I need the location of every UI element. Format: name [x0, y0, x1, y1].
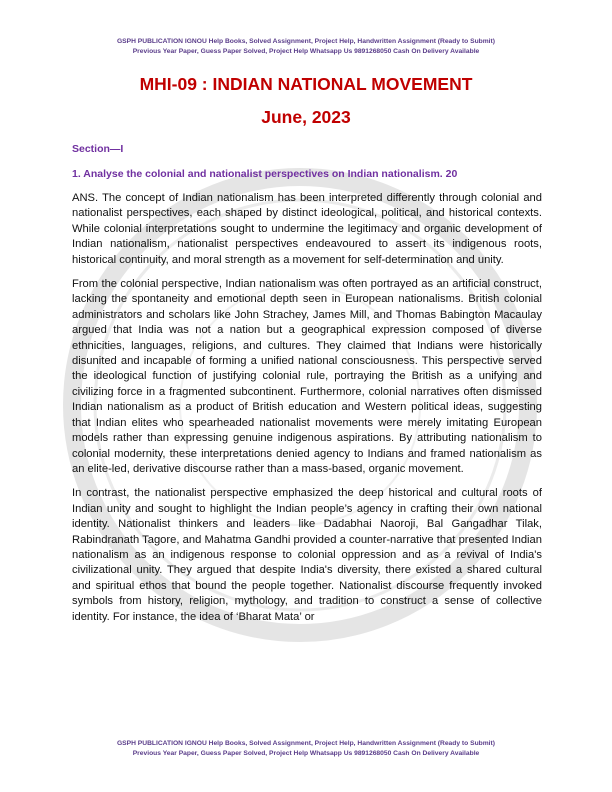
paragraph-1: ANS. The concept of Indian nationalism has been interpreted differently through colonial and nationalist perspectives, each shaped by distinct ideological, political, and historical contexts. While colonial interpretations sought to undermine the legitimacy and organic development of Indian nationalism, nationalist perspectives endeavoured to assert its indigenous roots, historical continuity, and moral strength as a movement for self-determination and unity. [72, 192, 542, 266]
header-line-2: Previous Year Paper, Guess Paper Solved, Project Help Whatsapp Us 9891268050 Cash On Delivery Available [132, 48, 480, 55]
answer-body [72, 191, 542, 634]
paragraph-3: In contrast, the nationalist perspective emphasized the deep historical and cultural roots of Indian unity and sought to highlight the Indian people’s agency in crafting their own national identity. Nationalist thinkers and leaders like Dadabhai Naoroji, Bal Gangadhar Tilak, Rabindranath Tagore, and Mahatma Gandhi provided a counter-narrative that presented Indian nationalism as an indigenous response to colonial oppression and as a revival of India's civilizational unity. They argued that despite India's diversity, there existed a shared cultural and spiritual ethos that bound the people together. Nationalist discourse frequently invoked symbols from history, religion, mythology, and tradition to construct a sense of collective identity. For instance, the idea of ‘Bharat Mata’ or [72, 487, 542, 623]
paragraph-2: From the colonial perspective, Indian nationalism was often portrayed as an artificial construct, lacking the spontaneity and emotional depth seen in European nationalisms. British colonial administrators and scholars like John Strachey, James Mill, and Thomas Babington Macaulay argued that India was not a nation but a geographical expression composed of diverse ethnicities, languages, religions, and cultures. They claimed that Indians were historically disunited and incapable of forming a unified national consciousness. This perspective served the ideological function of justifying colonial rule, portraying the British as a unifying and civilizing force in a fragmented subcontinent. Furthermore, colonial narratives often dismissed Indian nationalism as a product of British education and Western political ideas, suggesting that Indian elites who spearheaded nationalist movements were merely imitating European models rather than expressing genuine indigenous aspirations. By attributing nationalism to colonial modernity, these interpretations denied agency to Indians and framed nationalism as an elite-led, derivative discourse rather than a mass-based, organic movement. [72, 278, 542, 475]
document-title: MHI-09 : INDIAN NATIONAL MOVEMENT [139, 74, 473, 94]
header-line-1: GSPH PUBLICATION IGNOU Help Books, Solved Assignment, Project Help, Handwritten Assignment (Ready to Submit) [116, 38, 495, 45]
page-footer [0, 739, 612, 759]
page-header [0, 37, 612, 57]
question-heading: 1. Analyse the colonial and nationalist perspectives on Indian nationalism. 20 [72, 168, 458, 180]
section-heading: Section—I [72, 143, 124, 155]
exam-date: June, 2023 [261, 107, 351, 127]
footer-line-1: GSPH PUBLICATION IGNOU Help Books, Solved Assignment, Project Help, Handwritten Assignment (Ready to Submit) [116, 740, 495, 747]
footer-line-2: Previous Year Paper, Guess Paper Solved, Project Help Whatsapp Us 9891268050 Cash On Delivery Available [132, 750, 480, 757]
